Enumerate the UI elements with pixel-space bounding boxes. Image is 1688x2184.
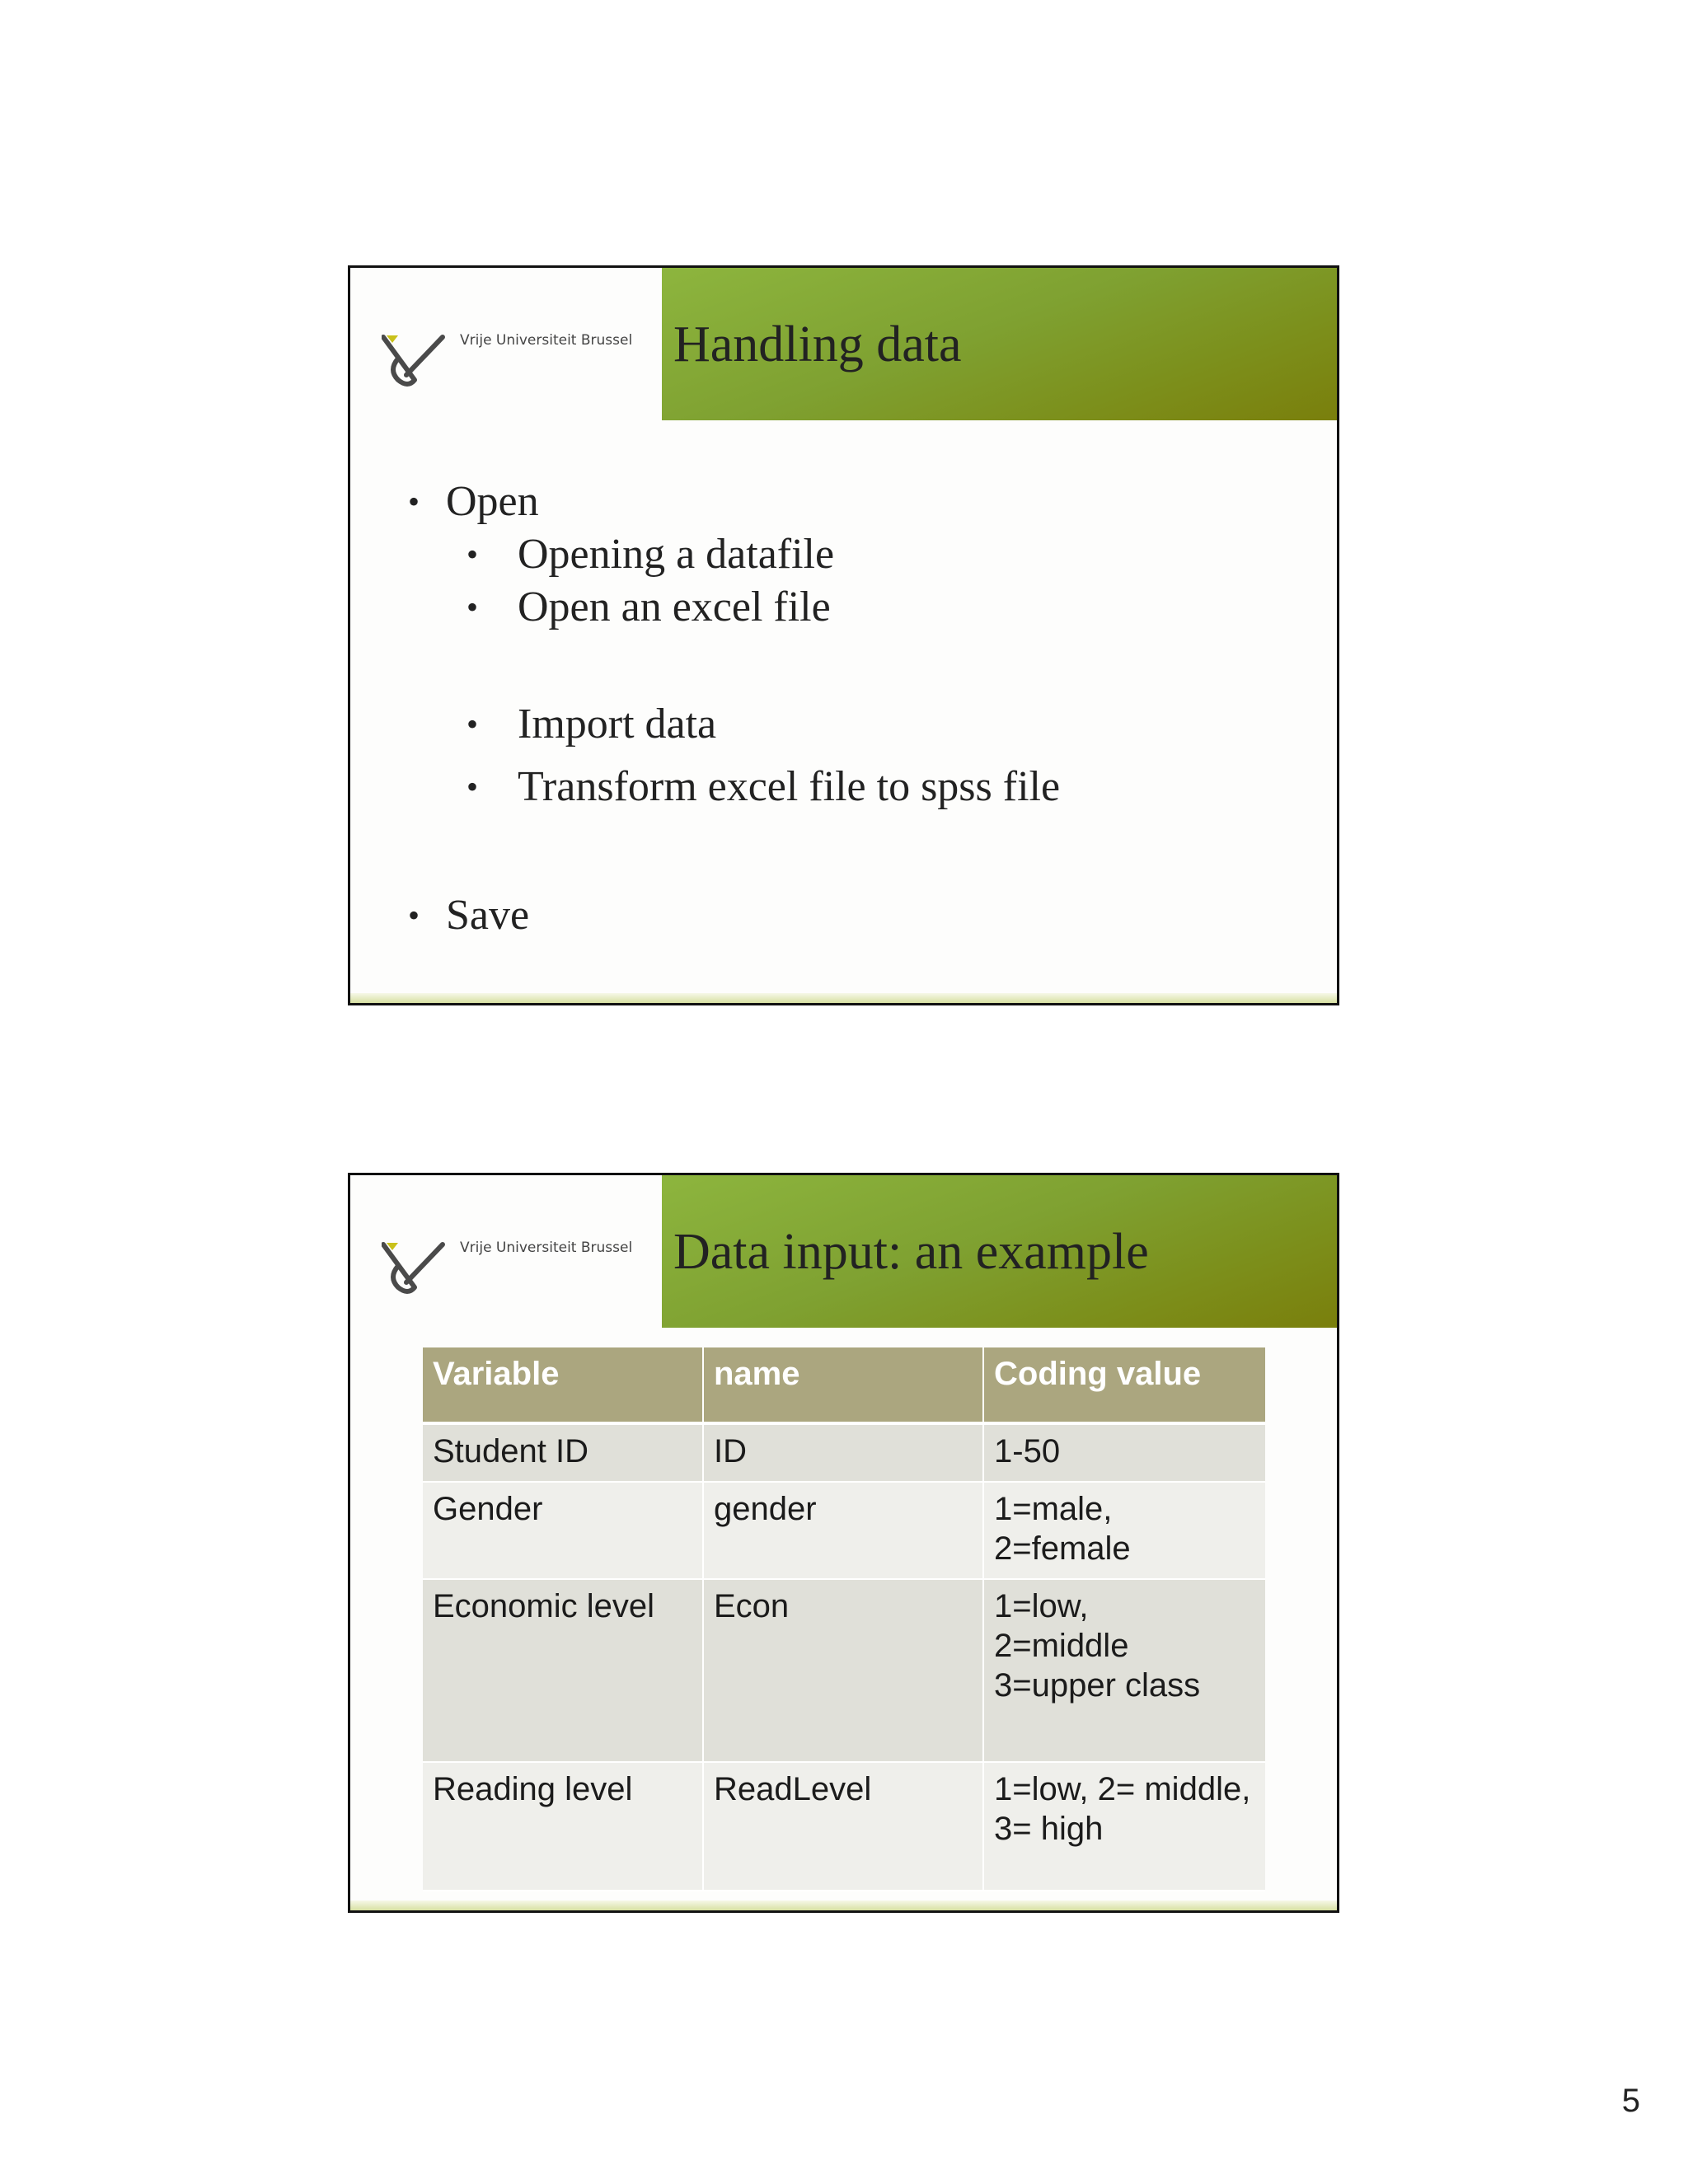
slide-handling-data	[348, 265, 1339, 1005]
table-cell: 1=low, 2= middle, 3= high	[983, 1762, 1265, 1891]
column-header: Coding value	[983, 1347, 1265, 1423]
bullet-dot-icon: •	[467, 536, 479, 573]
bullet-text: Open	[446, 478, 539, 525]
bullet-text: Opening a datafile	[518, 531, 835, 578]
table-cell: gender	[703, 1482, 983, 1579]
sub-bullet-item	[467, 763, 1061, 810]
table-row	[423, 1762, 1265, 1891]
bullet-dot-icon: •	[408, 483, 420, 520]
table-cell: 1=male, 2=female	[983, 1482, 1265, 1579]
bullet-text: Transform excel file to spss file	[518, 763, 1061, 810]
bullet-dot-icon: •	[467, 705, 479, 743]
bullet-text: Import data	[518, 701, 717, 748]
table-row	[423, 1423, 1265, 1482]
table-cell: Student ID	[423, 1423, 703, 1482]
slide-bottom-bar	[350, 993, 1337, 1003]
table-cell: 1-50	[983, 1423, 1265, 1482]
bullet-text: Save	[446, 892, 530, 939]
slide-data-input-example	[348, 1173, 1339, 1913]
table-row	[423, 1482, 1265, 1579]
slide-title: Data input: an example	[673, 1224, 1149, 1280]
table-cell: ReadLevel	[703, 1762, 983, 1891]
bullet-text: Open an excel file	[518, 583, 831, 630]
table-cell: Economic level	[423, 1579, 703, 1762]
table-row	[423, 1579, 1265, 1762]
sub-bullet-item	[467, 701, 717, 748]
sub-bullet-item	[467, 531, 835, 578]
vub-logo-icon	[382, 1240, 448, 1299]
bullet-dot-icon: •	[467, 588, 479, 626]
bullet-dot-icon: •	[467, 768, 479, 805]
bullet-item	[408, 892, 530, 939]
bullet-item	[408, 478, 539, 525]
table-cell: Gender	[423, 1482, 703, 1579]
logo-area	[350, 1175, 662, 1328]
table-cell: Econ	[703, 1579, 983, 1762]
page-number: 5	[1621, 2083, 1640, 2119]
table-cell: 1=low, 2=middle 3=upper class	[983, 1579, 1265, 1762]
table-header-row	[423, 1347, 1265, 1423]
logo-text: Vrije Universiteit Brussel	[460, 332, 633, 349]
bullet-dot-icon: •	[408, 897, 420, 934]
table-cell: ID	[703, 1423, 983, 1482]
title-bar	[662, 1175, 1337, 1328]
bullet-list	[350, 268, 1337, 1003]
sub-bullet-item	[467, 583, 831, 630]
table-cell: Reading level	[423, 1762, 703, 1891]
slide-bottom-bar	[350, 1900, 1337, 1910]
column-header: Variable	[423, 1347, 703, 1423]
logo-text: Vrije Universiteit Brussel	[460, 1240, 633, 1256]
column-header: name	[703, 1347, 983, 1423]
slide-title: Handling data	[673, 316, 962, 373]
data-input-table	[423, 1347, 1265, 1891]
